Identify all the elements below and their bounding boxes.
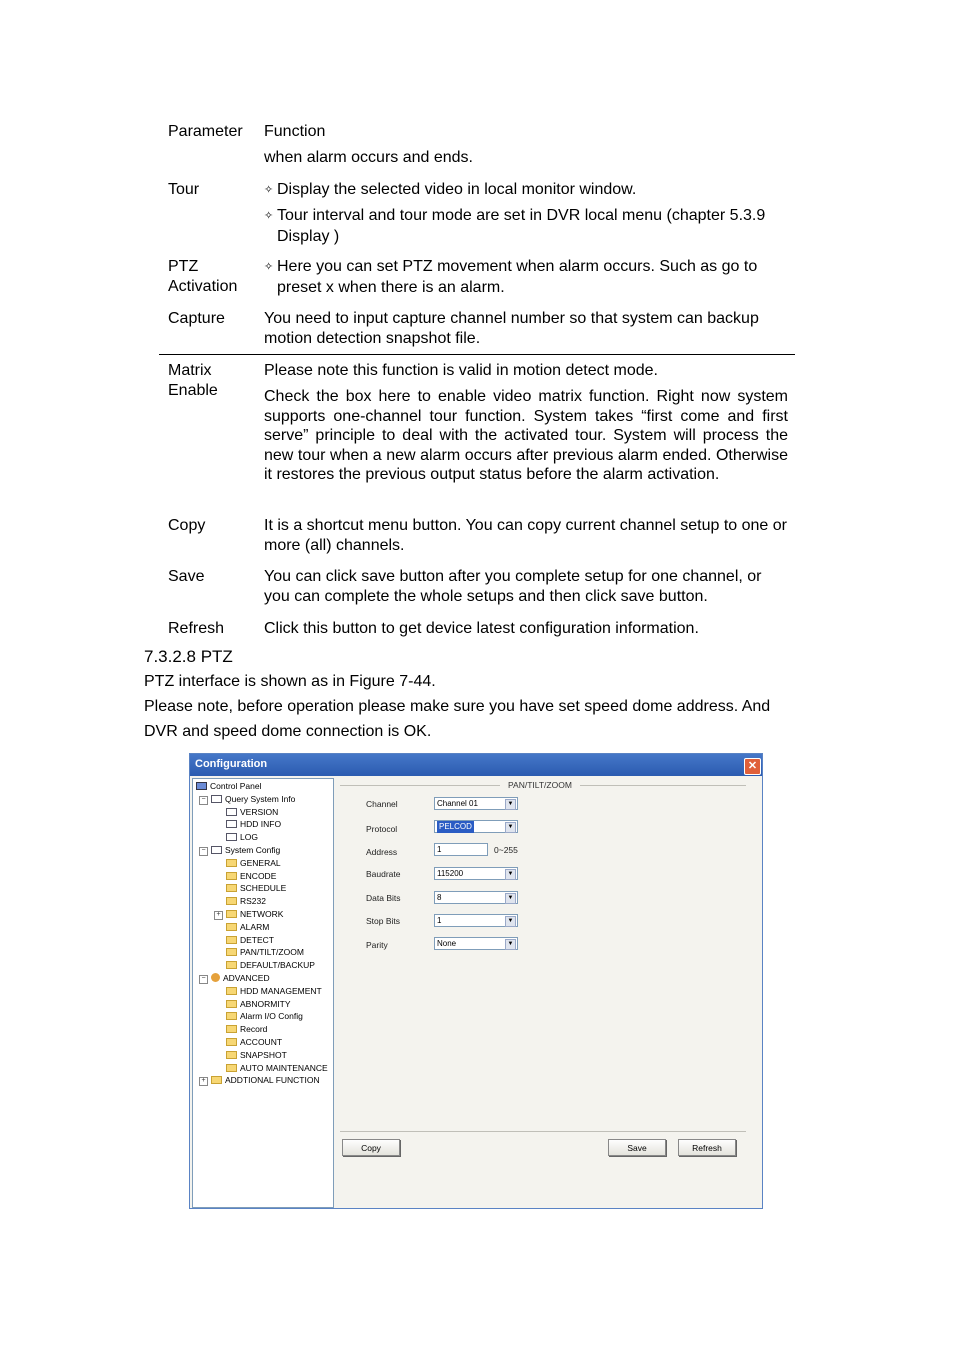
section-para-2-line-2: DVR and speed dome connection is OK. bbox=[144, 723, 432, 740]
chevron-down-icon[interactable]: ▼ bbox=[505, 916, 516, 927]
tree-item-label: Alarm I/O Config bbox=[240, 1011, 303, 1022]
tree-item[interactable] bbox=[226, 832, 258, 843]
matrix-note: Please note this function is valid in motion detect mode. bbox=[264, 362, 658, 379]
tree-item-label: VERSION bbox=[240, 806, 279, 817]
protocol-select[interactable]: PELCOD ▼ bbox=[434, 820, 518, 833]
param-capture: Capture bbox=[168, 310, 225, 327]
folder-icon bbox=[226, 923, 237, 931]
folder-icon bbox=[226, 1064, 237, 1072]
refresh-button[interactable]: Refresh bbox=[678, 1139, 736, 1156]
tree-item-label: DEFAULT/BACKUP bbox=[240, 960, 315, 971]
param-matrix-enable: Matrix Enable bbox=[168, 362, 218, 399]
tree-item-label: ADDTIONAL FUNCTION bbox=[225, 1075, 320, 1086]
tree-item-label: SCHEDULE bbox=[240, 883, 287, 894]
tree-item[interactable] bbox=[226, 1011, 303, 1022]
databits-label: Data Bits bbox=[366, 893, 401, 903]
tree-item[interactable] bbox=[226, 909, 283, 920]
tree-item[interactable] bbox=[211, 1075, 320, 1086]
section-para-2-line-1: Please note, before operation please make sure you have set speed dome address. And bbox=[144, 698, 771, 715]
channel-label: Channel bbox=[366, 799, 398, 809]
folder-icon bbox=[226, 961, 237, 969]
save-button[interactable]: Save bbox=[608, 1139, 666, 1156]
close-icon[interactable]: ✕ bbox=[744, 758, 761, 775]
tree-item-label: ABNORMITY bbox=[240, 998, 291, 1009]
stopbits-select[interactable]: 1 ▼ bbox=[434, 914, 518, 927]
protocol-label: Protocol bbox=[366, 824, 398, 834]
tree-expander-icon[interactable]: + bbox=[214, 911, 223, 920]
folder-icon bbox=[211, 1076, 222, 1084]
folder-icon bbox=[226, 1000, 237, 1008]
document-icon bbox=[226, 833, 237, 841]
param-tour: Tour bbox=[168, 181, 200, 198]
tree-item-label: PAN/TILT/ZOOM bbox=[240, 947, 304, 958]
tree-item-label: Query System Info bbox=[225, 793, 296, 804]
folder-icon bbox=[226, 1012, 237, 1020]
ptz-group bbox=[340, 780, 746, 1136]
chevron-down-icon[interactable]: ▼ bbox=[505, 939, 516, 950]
bullet-icon: ✧ bbox=[264, 184, 274, 196]
section-para-1: PTZ interface is shown as in Figure 7-44. bbox=[144, 673, 436, 690]
address-label: Address bbox=[366, 847, 398, 857]
alarm-row-continuation: when alarm occurs and ends. bbox=[264, 149, 473, 166]
button-separator bbox=[340, 1131, 746, 1132]
tour-bullet-2: ✧ Tour interval and tour mode are set in DVR local menu (chapter 5.3.9 Display ) bbox=[264, 207, 766, 245]
tree-item[interactable] bbox=[226, 922, 269, 933]
tree-item[interactable] bbox=[226, 935, 274, 946]
databits-select[interactable]: 8 ▼ bbox=[434, 891, 518, 904]
tree-item-label: Record bbox=[240, 1024, 268, 1035]
refresh-desc: Click this button to get device latest configuration information. bbox=[264, 620, 699, 637]
chevron-down-icon[interactable]: ▼ bbox=[505, 799, 516, 810]
tree-expander-icon[interactable]: − bbox=[199, 847, 208, 856]
document-icon bbox=[211, 795, 222, 803]
folder-icon bbox=[226, 987, 237, 995]
baudrate-label: Baudrate bbox=[366, 869, 401, 879]
tree-item-label: NETWORK bbox=[240, 909, 284, 919]
bullet-icon: ✧ bbox=[264, 261, 274, 273]
table-divider bbox=[159, 354, 795, 355]
tree-item-label: ADVANCED bbox=[223, 973, 270, 983]
folder-icon bbox=[226, 884, 237, 892]
tree-item-label: ACCOUNT bbox=[240, 1037, 283, 1047]
tree-item-label: SNAPSHOT bbox=[240, 1049, 287, 1060]
gear-icon bbox=[211, 973, 220, 982]
tree-item[interactable] bbox=[226, 896, 266, 907]
capture-desc: You need to input capture channel number so that system can backup motion detection snapshot file. bbox=[264, 310, 759, 347]
tree-item-label: ENCODE bbox=[240, 870, 277, 881]
folder-icon bbox=[226, 859, 237, 867]
group-title: PAN/TILT/ZOOM bbox=[500, 780, 580, 790]
tree-item-label: HDD MANAGEMENT bbox=[240, 985, 322, 996]
tree-item[interactable] bbox=[226, 986, 322, 997]
tree-expander-icon[interactable]: + bbox=[199, 1077, 208, 1086]
tree-item[interactable] bbox=[226, 871, 276, 882]
address-input[interactable]: 1 bbox=[434, 843, 488, 856]
tree-expander-icon[interactable]: − bbox=[199, 796, 208, 805]
tree-item-label: HDD INFO bbox=[240, 819, 282, 830]
tree-item[interactable] bbox=[226, 807, 278, 818]
table-header-function: Function bbox=[264, 123, 326, 140]
stopbits-label: Stop Bits bbox=[366, 916, 401, 926]
tour-bullet-1: ✧ Display the selected video in local monitor window. bbox=[264, 180, 801, 201]
tree-item[interactable] bbox=[226, 883, 286, 894]
tree-item[interactable] bbox=[226, 819, 281, 830]
save-desc: You can click save button after you complete setup for one channel, or you can complete the whole setups and then click save button. bbox=[264, 568, 762, 605]
copy-button[interactable]: Copy bbox=[342, 1139, 400, 1156]
section-heading: 7.3.2.8 PTZ bbox=[144, 647, 233, 666]
computer-icon bbox=[196, 782, 207, 790]
channel-select[interactable]: Channel 01 ▼ bbox=[434, 797, 518, 810]
tree-item[interactable] bbox=[226, 960, 315, 971]
tree-expander-icon[interactable]: − bbox=[199, 975, 208, 984]
window-titlebar bbox=[190, 754, 762, 776]
folder-icon bbox=[226, 1051, 237, 1059]
tree-item[interactable] bbox=[196, 781, 262, 792]
tree-item[interactable] bbox=[226, 1037, 282, 1048]
folder-icon bbox=[226, 1025, 237, 1033]
document-icon bbox=[211, 846, 222, 854]
chevron-down-icon[interactable]: ▼ bbox=[505, 893, 516, 904]
document-icon bbox=[226, 808, 237, 816]
tree-item-label: System Config bbox=[225, 845, 281, 855]
tree-item-label: GENERAL bbox=[240, 857, 281, 868]
param-save: Save bbox=[168, 568, 205, 585]
tree-item[interactable] bbox=[211, 973, 270, 984]
copy-desc: It is a shortcut menu button. You can copy current channel setup to one or more (all) channels. bbox=[264, 517, 787, 554]
tree-item[interactable] bbox=[226, 999, 291, 1010]
folder-icon bbox=[226, 1038, 237, 1046]
baudrate-select[interactable]: 115200 ▼ bbox=[434, 867, 518, 880]
configuration-window bbox=[189, 753, 763, 1209]
param-refresh: Refresh bbox=[168, 620, 225, 637]
folder-icon bbox=[226, 948, 237, 956]
tree-item[interactable] bbox=[226, 947, 304, 958]
tree-item[interactable] bbox=[226, 1063, 328, 1074]
address-range-hint: 0~255 bbox=[494, 845, 518, 855]
tree-item[interactable] bbox=[211, 845, 280, 856]
tree-item[interactable] bbox=[211, 794, 295, 805]
matrix-desc: Check the box here to enable video matrix function. Right now system supports one-channel tour function. System takes “first come and first serve” principle to deal with the activated tour. System will process the new tour when a new alarm occurs after previous alarm ended. Otherwise it restores the previous output status before the alarm activation. bbox=[264, 388, 788, 483]
folder-icon bbox=[226, 897, 237, 905]
navigation-tree bbox=[192, 778, 334, 1208]
tree-item-label: Control Panel bbox=[210, 781, 262, 791]
bullet-icon: ✧ bbox=[264, 210, 274, 222]
window-title: Configuration bbox=[195, 758, 268, 770]
tree-item-label: RS232 bbox=[240, 896, 266, 907]
ptz-activation-bullet: ✧ Here you can set PTZ movement when alarm occurs. Such as go to preset x when there is an alarm. bbox=[264, 258, 758, 296]
tree-item-label: LOG bbox=[240, 832, 258, 843]
folder-icon bbox=[226, 910, 237, 918]
chevron-down-icon[interactable]: ▼ bbox=[505, 822, 516, 833]
table-header-parameter: Parameter bbox=[168, 123, 243, 140]
folder-icon bbox=[226, 872, 237, 880]
folder-icon bbox=[226, 936, 237, 944]
document-icon bbox=[226, 820, 237, 828]
tree-item-label: AUTO MAINTENANCE bbox=[240, 1062, 328, 1073]
tree-item[interactable] bbox=[226, 1024, 267, 1035]
param-copy: Copy bbox=[168, 517, 206, 534]
tree-item[interactable] bbox=[226, 858, 281, 869]
chevron-down-icon[interactable]: ▼ bbox=[505, 869, 516, 880]
parity-label: Parity bbox=[366, 940, 388, 950]
ptz-panel bbox=[336, 778, 760, 1206]
tree-item[interactable] bbox=[226, 1050, 287, 1061]
tree-item-label: ALARM bbox=[240, 921, 270, 932]
tree-item-label: DETECT bbox=[240, 934, 274, 945]
parity-select[interactable]: None ▼ bbox=[434, 937, 518, 950]
param-ptz-activation: PTZ Activation bbox=[168, 258, 238, 295]
